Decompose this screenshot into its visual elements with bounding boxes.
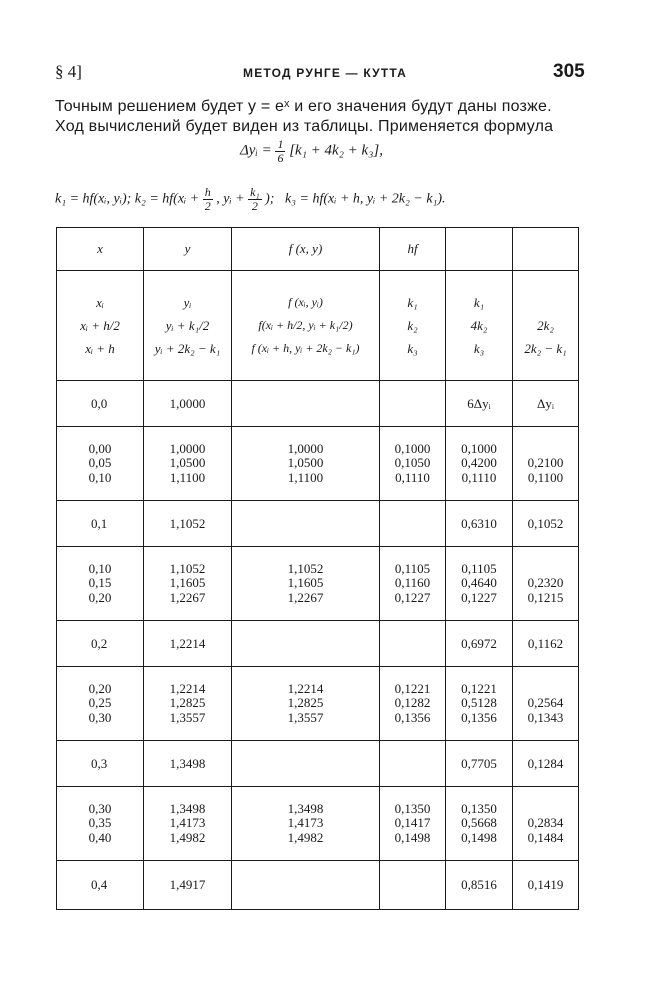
table-cell: 0,8516 (446, 861, 513, 910)
cell-line: 0,1350 (461, 800, 497, 816)
cell-line: 1,1052 (169, 560, 206, 576)
fraction-den: 6 (277, 150, 284, 165)
header-line: xᵢ (96, 295, 104, 310)
cell-line: 1,4173 (287, 815, 324, 831)
header-cell (513, 228, 579, 271)
cell-line: 0,2834 (527, 815, 564, 831)
table-cell (513, 667, 579, 741)
summary-row (57, 621, 579, 667)
fraction-num: h (204, 185, 211, 199)
cell-line: 0,35 (88, 815, 112, 831)
table-cell: 0,2 (57, 621, 144, 667)
table-cell: 0,1419 (513, 861, 579, 910)
detail-row (57, 547, 579, 621)
header-row-2 (57, 271, 579, 381)
header-line: f (xᵢ + h, yᵢ + 2k₂ − k₁) (251, 341, 360, 355)
table-cell: 0,6310 (446, 501, 513, 547)
cell-line: 0,20 (88, 680, 112, 696)
cell-line: 1,0000 (169, 440, 206, 456)
cell-line: 0,1221 (394, 680, 431, 696)
runge-kutta-table (56, 227, 579, 910)
cell-line: 1,2214 (287, 680, 324, 696)
header-line: yᵢ + k₁/2 (165, 318, 210, 333)
table-cell (57, 427, 144, 501)
cell-line: 0,1110 (395, 469, 430, 485)
fraction-num: 1 (277, 137, 284, 151)
header-cell: x (57, 228, 144, 271)
table-cell (232, 427, 380, 501)
formula-rhs: [k₁ + 4k₂ + k₃], (289, 142, 384, 159)
cell-line: 0,20 (88, 589, 112, 605)
cell-line: 0,1000 (394, 440, 431, 456)
table-cell: 1,0000 (144, 381, 232, 427)
cell-line: 1,2214 (169, 680, 206, 696)
cell-line: 1,0500 (169, 455, 206, 471)
cell-line: 0,1105 (394, 560, 431, 576)
cell-line: 0,1417 (394, 815, 431, 831)
cell-line: 1,3557 (287, 709, 324, 725)
formula-delta-y (240, 138, 383, 164)
cell-line: 0,4200 (461, 455, 497, 471)
header-row-1 (57, 228, 579, 271)
header-cell: f (x, y) (232, 228, 380, 271)
table-cell (380, 501, 446, 547)
table-cell (232, 741, 380, 787)
header-cell: y (144, 228, 232, 271)
cell-line: 1,1605 (169, 575, 206, 591)
table-cell: 1,3498 (144, 741, 232, 787)
header-line: k₁ (407, 295, 418, 310)
table-cell (57, 547, 144, 621)
table-cell: Δyᵢ (513, 381, 579, 427)
cell-line: 1,1100 (287, 469, 324, 485)
cell-line: 0,1050 (394, 455, 431, 471)
formula-k-definitions (55, 186, 446, 212)
table-cell: 6Δyᵢ (446, 381, 513, 427)
cell-line: 0,1350 (394, 800, 431, 816)
cell-line: 0,4640 (461, 575, 497, 591)
header-line: 2k₂ (537, 318, 554, 333)
cell-line: 0,10 (88, 469, 112, 485)
summary-row (57, 381, 579, 427)
header-cell (380, 271, 446, 381)
table-cell (380, 787, 446, 861)
fraction-den: 2 (204, 198, 211, 213)
cell-line: 0,1498 (394, 829, 431, 845)
running-title: МЕТОД РУНГЕ — КУТТА (243, 66, 407, 80)
formula-k2-end: ); (265, 191, 275, 207)
table-cell: 0,1162 (513, 621, 579, 667)
cell-line: 0,2320 (527, 575, 564, 591)
table-cell (513, 547, 579, 621)
detail-row (57, 667, 579, 741)
table-cell (232, 547, 380, 621)
header-cell (232, 271, 380, 381)
table-cell (380, 667, 446, 741)
table-cell (144, 547, 232, 621)
cell-line: 0,10 (88, 560, 112, 576)
header-line: yᵢ + 2k₂ − k₁ (154, 341, 221, 356)
table-cell (380, 381, 446, 427)
cell-line: 0,1160 (394, 575, 431, 591)
table-cell (57, 667, 144, 741)
header-line: k₃ (407, 341, 418, 356)
cell-line: 0,2564 (527, 695, 564, 711)
table-cell (57, 787, 144, 861)
cell-line: 0,1356 (461, 709, 497, 725)
fraction-one-sixth (275, 138, 285, 164)
cell-line: 0,1498 (461, 829, 497, 845)
table-cell (513, 787, 579, 861)
cell-line: 1,1605 (287, 575, 324, 591)
cell-line: 0,30 (88, 800, 112, 816)
table-cell (446, 667, 513, 741)
cell-line: 0,1343 (527, 709, 564, 725)
cell-line: 1,4173 (169, 815, 206, 831)
table-cell: 0,3 (57, 741, 144, 787)
table-cell (144, 787, 232, 861)
table-cell (232, 621, 380, 667)
table-cell: 0,1 (57, 501, 144, 547)
formula-lhs: Δyᵢ = (240, 142, 272, 159)
header-line: k₃ (473, 341, 485, 356)
cell-line: 0,25 (88, 695, 112, 711)
table-cell: 0,1052 (513, 501, 579, 547)
table-cell: 0,1284 (513, 741, 579, 787)
header-line: 2k₂ − k₁ (524, 341, 567, 356)
table-cell: 0,4 (57, 861, 144, 910)
header-cell (57, 271, 144, 381)
table-cell (380, 547, 446, 621)
cell-line: 0,30 (88, 709, 112, 725)
cell-line: 0,1105 (461, 560, 497, 576)
table-cell (446, 547, 513, 621)
table-cell: 1,2214 (144, 621, 232, 667)
cell-line: 0,1100 (527, 469, 564, 485)
fraction-k1-2 (248, 186, 262, 212)
header-cell: hf (380, 228, 446, 271)
cell-line: 0,1215 (527, 589, 564, 605)
formula-k2-mid: , yᵢ + (216, 191, 245, 207)
header-line: k₂ (407, 318, 418, 333)
cell-line: 0,2100 (527, 455, 564, 471)
cell-line: 1,2825 (287, 695, 324, 711)
cell-line: 1,4982 (287, 829, 324, 845)
table-cell (380, 427, 446, 501)
cell-line: 1,2267 (169, 589, 206, 605)
cell-line: 1,0000 (287, 440, 324, 456)
table-cell (446, 427, 513, 501)
header-line: 4k₂ (470, 318, 488, 333)
header-line (513, 291, 578, 314)
cell-line: 0,05 (88, 455, 112, 471)
cell-line: 0,1000 (461, 440, 497, 456)
section-marker: § 4] (55, 62, 82, 81)
table-cell (232, 667, 380, 741)
header-line: xᵢ + h/2 (80, 318, 120, 333)
table-cell (144, 427, 232, 501)
cell-line: 1,4982 (169, 829, 206, 845)
fraction-h-2 (203, 186, 213, 212)
table-cell (380, 621, 446, 667)
fraction-den: 2 (251, 198, 258, 213)
cell-line: 1,1052 (287, 560, 324, 576)
table-cell (232, 381, 380, 427)
cell-line: 1,0500 (287, 455, 324, 471)
cell-line: 0,1227 (394, 589, 431, 605)
table-cell (144, 667, 232, 741)
summary-row (57, 741, 579, 787)
header-cell (513, 271, 579, 381)
table-cell (232, 861, 380, 910)
table-cell: 1,4917 (144, 861, 232, 910)
table-cell: 0,7705 (446, 741, 513, 787)
table-cell (380, 741, 446, 787)
formula-k1: k₁ = hf(xᵢ, yᵢ); (55, 191, 132, 207)
table-cell (380, 861, 446, 910)
cell-line: 0,1110 (461, 469, 497, 485)
header-line: k₁ (473, 295, 485, 310)
detail-row (57, 427, 579, 501)
cell-line: 0,00 (88, 440, 112, 456)
cell-line: 1,2825 (169, 695, 206, 711)
cell-line: 0,15 (88, 575, 112, 591)
table-cell: 0,6972 (446, 621, 513, 667)
cell-line: 0,1221 (461, 680, 497, 696)
cell-line: 1,2267 (287, 589, 324, 605)
cell-line: 1,1100 (169, 469, 206, 485)
cell-line (513, 442, 578, 457)
header-line: f(xᵢ + h/2, yᵢ + k₁/2) (258, 318, 353, 332)
cell-line (513, 802, 578, 817)
body-text-line-1: Точным решением будет y = eˣ и его значения будут даны позже. (55, 98, 552, 115)
header-cell (446, 228, 513, 271)
formula-k3: k₃ = hf(xᵢ + h, yᵢ + 2k₂ − k₁). (284, 191, 446, 207)
table-cell (446, 787, 513, 861)
cell-line: 1,3557 (169, 709, 206, 725)
table-cell: 1,1052 (144, 501, 232, 547)
cell-line: 0,5668 (461, 815, 497, 831)
table-cell: 0,0 (57, 381, 144, 427)
cell-line: 0,1484 (527, 829, 564, 845)
cell-line: 0,1282 (394, 695, 431, 711)
detail-row (57, 787, 579, 861)
header-line: f (xᵢ, yᵢ) (288, 295, 323, 309)
cell-line: 0,5128 (461, 695, 497, 711)
header-line: yᵢ (183, 295, 192, 310)
body-text-line-2: Ход вычислений будет виден из таблицы. Применяется формула (55, 118, 554, 135)
formula-k2-start: k₂ = hf(xᵢ + (134, 191, 200, 207)
cell-line (513, 562, 578, 577)
header-line: xᵢ + h (85, 341, 115, 356)
cell-line: 1,3498 (287, 800, 324, 816)
cell-line: 1,3498 (169, 800, 206, 816)
table-cell (232, 501, 380, 547)
header-cell (144, 271, 232, 381)
cell-line: 0,40 (88, 829, 112, 845)
summary-row (57, 501, 579, 547)
cell-line: 0,1227 (461, 589, 497, 605)
cell-line: 0,1356 (394, 709, 431, 725)
page-number: 305 (553, 61, 585, 82)
fraction-num: k₁ (250, 185, 260, 199)
table-cell (513, 427, 579, 501)
summary-row (57, 861, 579, 910)
header-cell (446, 271, 513, 381)
table-cell (232, 787, 380, 861)
cell-line (513, 682, 578, 697)
